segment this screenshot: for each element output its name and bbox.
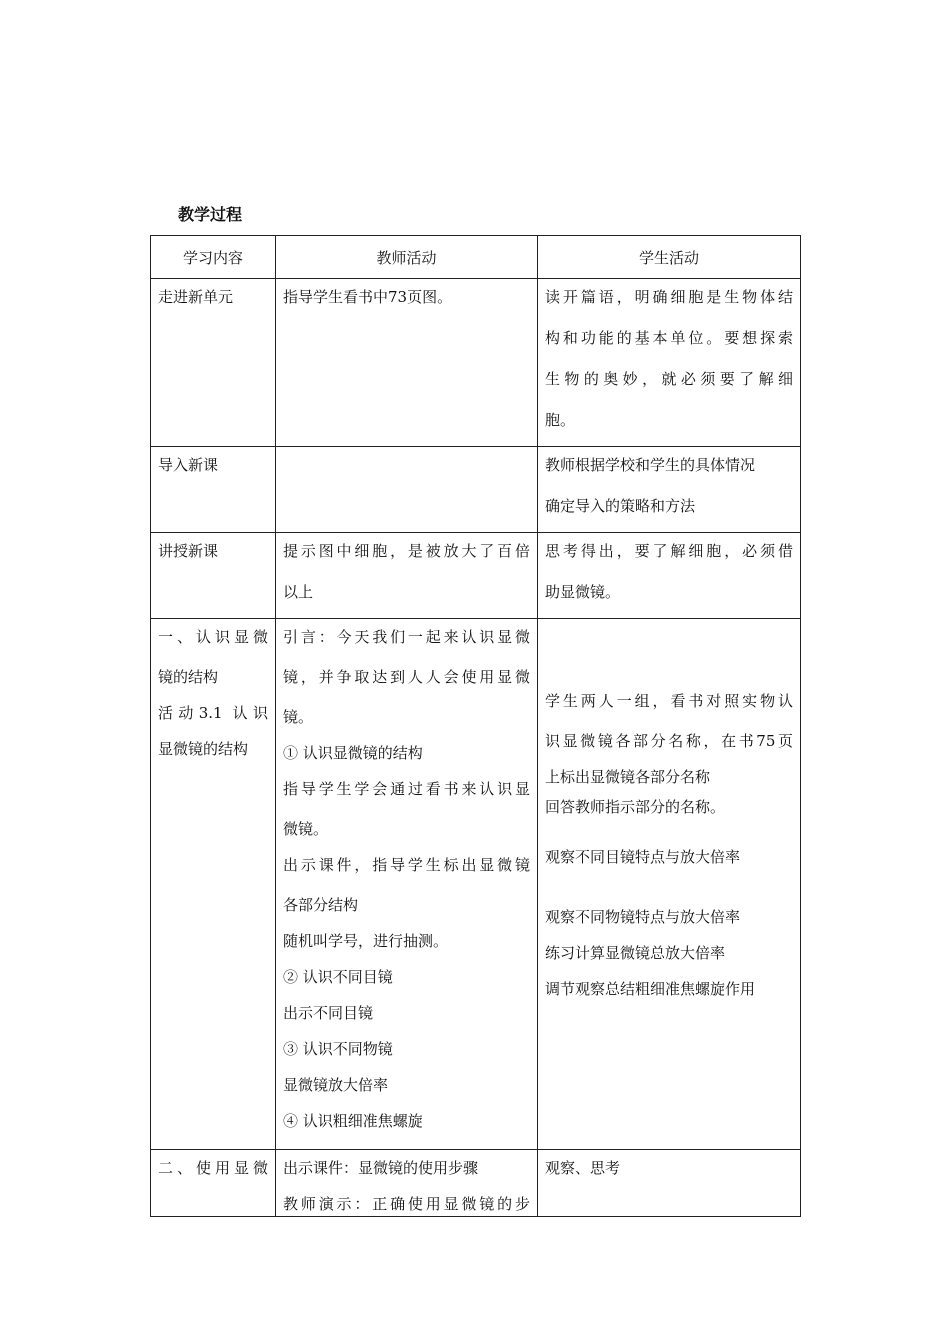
cell-line: 各部分结构	[283, 896, 359, 914]
cell-line: 教师根据学校和学生的具体情况	[545, 456, 756, 474]
cell-line: 讲授新课	[158, 542, 219, 560]
cell-student	[538, 619, 801, 1150]
section-title: 教学过程	[178, 205, 243, 224]
table-row	[151, 279, 801, 447]
cell-student	[538, 279, 801, 447]
cell-content	[151, 447, 276, 533]
cell-line: 生物的奥妙，就必须要了解细	[545, 370, 793, 388]
cell-student	[538, 447, 801, 533]
cell-content	[151, 533, 276, 619]
header-content: 学习内容	[151, 236, 276, 279]
cell-line: 上标出显微镜各部分名称	[545, 768, 711, 786]
table-header-row	[151, 236, 801, 279]
table-row	[151, 1150, 801, 1217]
cell-line: 助显微镜。	[545, 583, 621, 601]
cell-line: 观察不同物镜特点与放大倍率	[545, 908, 741, 926]
cell-line: 活动3.1 认识	[158, 704, 268, 722]
cell-teacher	[276, 279, 538, 447]
cell-line: 镜。	[283, 708, 314, 726]
header-teacher-activity: 教师活动	[276, 236, 538, 279]
cell-content	[151, 1150, 276, 1217]
header-student-activity: 学生活动	[538, 236, 801, 279]
cell-line: 随机叫学号，进行抽测。	[283, 932, 449, 950]
cell-line: 二、使用显微	[158, 1159, 268, 1177]
cell-teacher	[276, 447, 538, 533]
cell-teacher	[276, 533, 538, 619]
cell-line: ④ 认识粗细准焦螺旋	[283, 1112, 423, 1130]
cell-line: 思考得出，要了解细胞，必须借	[545, 542, 793, 560]
cell-line: ③ 认识不同物镜	[283, 1040, 393, 1058]
cell-line: ① 认识显微镜的结构	[283, 744, 423, 762]
cell-line: 指导学生学会通过看书来认识显	[283, 780, 530, 798]
cell-line: 指导学生看书中73页图。	[283, 288, 453, 306]
cell-line: 构和功能的基本单位。要想探索	[545, 329, 793, 347]
cell-line: 观察、思考	[545, 1159, 621, 1177]
cell-line: 提示图中细胞，是被放大了百倍	[283, 542, 530, 560]
cell-line: 一、认识显微	[158, 628, 268, 646]
cell-teacher	[276, 619, 538, 1150]
cell-line: ② 认识不同目镜	[283, 968, 393, 986]
cell-line: 出示不同目镜	[283, 1004, 374, 1022]
cell-line: 观察不同目镜特点与放大倍率	[545, 848, 741, 866]
cell-line: 镜的结构	[158, 668, 219, 686]
cell-line: 导入新课	[158, 456, 219, 474]
cell-line: 走进新单元	[158, 288, 234, 306]
table-row	[151, 447, 801, 533]
cell-line: 出示课件，指导学生标出显微镜	[283, 856, 530, 874]
cell-line: 确定导入的策略和方法	[545, 497, 696, 515]
cell-line: 练习计算显微镜总放大倍率	[545, 944, 726, 962]
cell-content	[151, 619, 276, 1150]
cell-line: 回答教师指示部分的名称。	[545, 798, 726, 816]
cell-line: 识显微镜各部分名称，在书75页	[545, 732, 793, 750]
table-row	[151, 533, 801, 619]
cell-line: 出示课件：显微镜的使用步骤	[283, 1159, 479, 1177]
cell-line: 引言：今天我们一起来认识显微	[283, 628, 530, 646]
cell-student	[538, 533, 801, 619]
cell-line: 以上	[283, 583, 314, 601]
lesson-process-table	[150, 235, 801, 1217]
cell-line: 显微镜放大倍率	[283, 1076, 389, 1094]
cell-line: 微镜。	[283, 820, 329, 838]
table-row	[151, 619, 801, 1150]
cell-line: 教师演示：正确使用显微镜的步	[283, 1195, 530, 1213]
cell-student	[538, 1150, 801, 1217]
cell-teacher	[276, 1150, 538, 1217]
cell-line: 学生两人一组，看书对照实物认	[545, 692, 793, 710]
cell-line: 镜，并争取达到人人会使用显微	[283, 668, 530, 686]
cell-line: 胞。	[545, 411, 576, 429]
cell-line: 显微镜的结构	[158, 740, 249, 758]
cell-line: 调节观察总结粗细准焦螺旋作用	[545, 980, 756, 998]
cell-line: 读开篇语，明确细胞是生物体结	[545, 288, 793, 306]
cell-content	[151, 279, 276, 447]
